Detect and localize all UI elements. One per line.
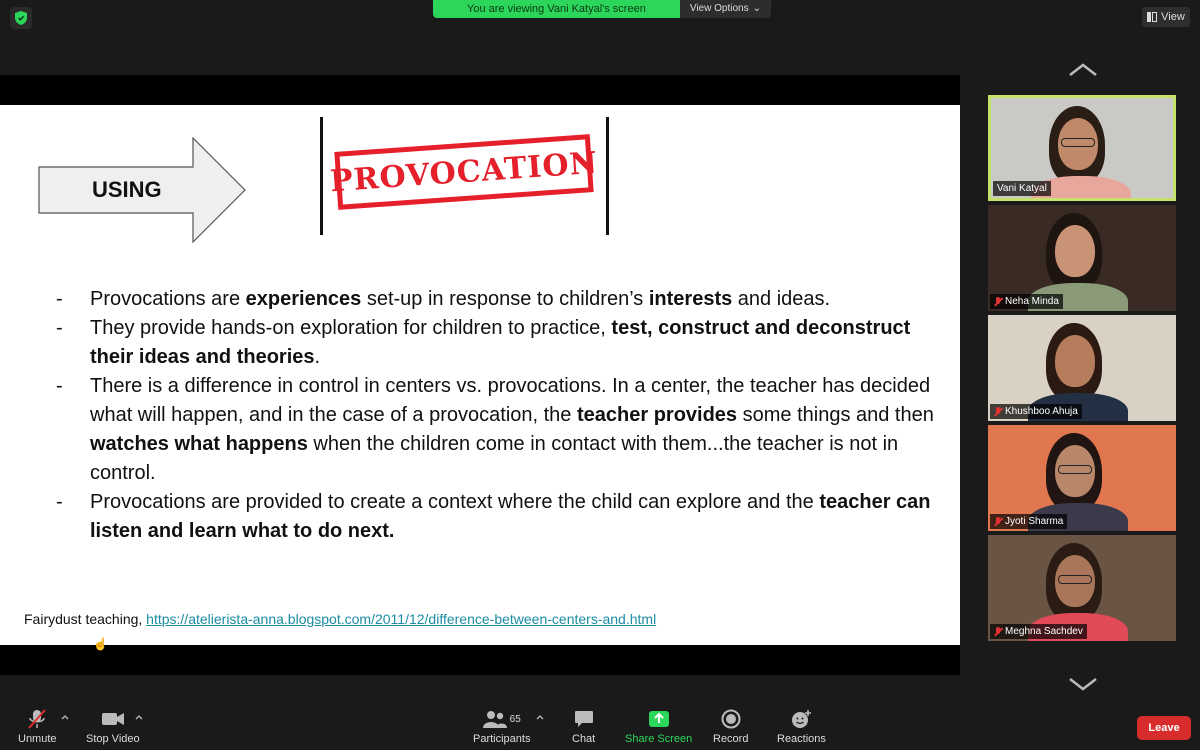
participant-video-tile[interactable]: [988, 315, 1176, 421]
reactions-label: Reactions: [777, 733, 826, 745]
chat-label: Chat: [572, 733, 596, 745]
record-label: Record: [713, 733, 749, 745]
arrow-label: USING: [92, 177, 162, 202]
bullet-emphasis: teacher can listen and learn what to do next.: [90, 491, 931, 542]
bullet-segment: There is a difference in control in centers vs. provocations. In a center, the teacher has decided what will happen, and in the case of a provocation, the: [90, 375, 931, 426]
bullet-segment: and ideas.: [732, 288, 831, 310]
bullet-dash: -: [56, 375, 63, 397]
bullet-dash: -: [56, 317, 63, 339]
share-screen-icon: [648, 708, 670, 730]
bullet-dash: -: [56, 491, 63, 513]
bullet-text: [90, 285, 936, 314]
participant-name: Vani Katyal: [997, 183, 1047, 194]
participant-name: Meghna Sachdev: [1005, 626, 1083, 637]
participant-name-tag: [990, 404, 1082, 419]
unmute-button[interactable]: [18, 708, 57, 745]
participant-name-tag: [990, 624, 1087, 639]
participant-video-tile[interactable]: [988, 205, 1176, 311]
bullet-item: [56, 285, 936, 314]
bullet-emphasis: experiences: [245, 288, 362, 310]
leave-button[interactable]: Leave: [1137, 716, 1191, 740]
share-screen-button[interactable]: [625, 708, 692, 745]
participant-name-tag: [990, 514, 1067, 529]
security-shield-icon[interactable]: [10, 7, 32, 29]
participants-label: Participants: [473, 733, 531, 745]
bullet-emphasis: test, construct and deconstruct their ideas and theories: [90, 317, 911, 368]
source-link[interactable]: https://atelierista-anna.blogspot.com/2011/12/difference-between-centers-and.html: [146, 611, 657, 627]
bullet-item: [56, 372, 936, 488]
source-citation: [24, 611, 656, 627]
bullet-segment: set-up in response to children’s: [361, 288, 649, 310]
bullet-item: [56, 314, 936, 372]
participant-gallery: [960, 55, 1200, 700]
stamp-text: PROVOCATION: [328, 145, 600, 199]
stop-video-label: Stop Video: [86, 733, 140, 745]
microphone-muted-icon: [26, 708, 48, 730]
chevron-up-icon[interactable]: [1068, 61, 1098, 79]
source-text: Fairydust teaching,: [24, 611, 147, 627]
viewing-banner: [433, 0, 771, 18]
reactions-button[interactable]: [777, 708, 826, 745]
chevron-down-icon: ⌄: [752, 3, 761, 14]
participant-name: Khushboo Ahuja: [1005, 406, 1078, 417]
bullet-segment: when the children come in contact with them...the teacher is not in control.: [90, 433, 899, 484]
bullet-text: [90, 314, 936, 372]
view-button[interactable]: [1142, 7, 1190, 27]
participants-count: 65: [509, 713, 521, 725]
view-options-button[interactable]: [680, 0, 771, 18]
viewing-text: You are viewing Vani Katyal's screen: [433, 0, 680, 18]
bullet-segment: Provocations are provided to create a context where the child can explore and the: [90, 491, 820, 513]
bullet-segment: Provocations are: [90, 288, 246, 310]
chat-bubble-icon: [574, 708, 594, 730]
bullet-list: [56, 285, 936, 546]
participant-name-tag: [993, 181, 1051, 196]
microphone-muted-icon: [994, 407, 1002, 417]
divider-bar-right: [606, 117, 609, 235]
chevron-down-icon[interactable]: [1068, 675, 1098, 693]
bullet-text: [90, 488, 936, 546]
unmute-options-caret-icon[interactable]: [61, 713, 69, 721]
bullet-item: [56, 488, 936, 546]
shared-screen: [0, 75, 960, 675]
bullet-text: [90, 372, 936, 488]
bullet-segment: some things and then: [737, 404, 934, 426]
bullet-segment: .: [314, 346, 321, 368]
unmute-label: Unmute: [18, 733, 57, 745]
mouse-cursor-icon: ☝: [93, 637, 108, 651]
microphone-muted-icon: [994, 297, 1002, 307]
participant-name: Jyoti Sharma: [1005, 516, 1064, 527]
participants-button[interactable]: [473, 708, 530, 745]
divider-bar-left: [320, 117, 323, 235]
smiley-plus-icon: [790, 708, 812, 730]
bullet-emphasis: teacher provides: [576, 404, 738, 426]
chat-button[interactable]: [572, 708, 595, 745]
microphone-muted-icon: [994, 517, 1002, 527]
share-screen-label: Share Screen: [625, 733, 693, 745]
participant-video-tile[interactable]: [988, 425, 1176, 531]
record-button[interactable]: [713, 708, 748, 745]
record-icon: [721, 708, 741, 730]
participants-options-caret-icon[interactable]: [536, 713, 544, 721]
participant-video-tile[interactable]: [988, 535, 1176, 641]
bullet-dash: -: [56, 288, 63, 310]
meeting-toolbar: [0, 700, 1200, 750]
view-options-label: View Options: [689, 3, 749, 14]
video-options-caret-icon[interactable]: [135, 713, 143, 721]
grid-view-icon: [1147, 12, 1157, 22]
presentation-slide: [0, 105, 960, 651]
provocation-stamp: [328, 134, 600, 210]
participant-name: Neha Minda: [1005, 296, 1059, 307]
video-camera-icon: [101, 708, 125, 730]
bullet-segment: They provide hands-on exploration for children to practice,: [90, 317, 612, 339]
view-label: View: [1161, 11, 1185, 23]
stop-video-button[interactable]: [86, 708, 140, 745]
microphone-muted-icon: [994, 627, 1002, 637]
bullet-emphasis: interests: [648, 288, 733, 310]
participant-name-tag: [990, 294, 1063, 309]
participants-icon: [483, 708, 521, 730]
participant-video-tile[interactable]: [988, 95, 1176, 201]
bullet-emphasis: watches what happens: [90, 433, 308, 455]
